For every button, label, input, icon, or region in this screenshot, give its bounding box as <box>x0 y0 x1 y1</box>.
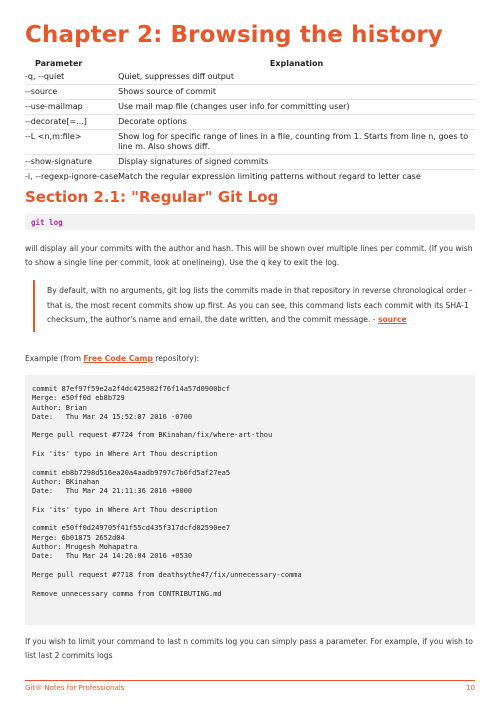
explanation-cell: Use mail map file (changes user info for committing user) <box>118 102 350 111</box>
quote-block <box>33 280 475 332</box>
section-title: Section 2.1: "Regular" Git Log <box>25 188 279 206</box>
param-cell: -q, --quiet <box>25 72 65 81</box>
chapter-title: Chapter 2: Browsing the history <box>25 22 443 48</box>
parameters-table <box>25 58 475 184</box>
explanation-cell: Display signatures of signed commits <box>118 157 269 166</box>
git-log-output-code: commit 87ef97f59e2a2f4dc425982f76f14a57d0900bcf Merge: e50ff0d eb8b729 Author: Brian Date: Thu Mar 24 15:52:07 2016 -0700 Merge pull request #7724 from BKinahan/fix/where-art-thou Fix 'its' typo in Where Art Thou description commit eb8b7298d516ea20a4aadb9797c7b6fd5af27ea5 Author: BKinahan Date: Thu Mar 24 21:11:36 2016 +0000 Fix 'its' typo in Where Art Thou description commit e50ff0d249705f41f55cd435f317dcfd02590ee7 Merge: 6b01875 2652d04 Author: Mrugesh Mohapatra Date: Thu Mar 24 14:26:04 2016 +0530 Merge pull request #7718 from deathsythe47/fix/unnecessary-comma Remove unnecessary comma from CONTRIBUTING.md <box>25 375 475 625</box>
explanation-cell: Show log for specific range of lines in a file, counting from 1. Starts from line n, goes to line m. Also shows diff. <box>118 132 469 151</box>
example-paragraph <box>25 352 475 366</box>
header-parameter: Parameter <box>35 59 83 68</box>
table-row <box>25 170 475 185</box>
footer-book-title: Git® Notes for Professionals <box>25 684 125 692</box>
table-row <box>25 70 475 85</box>
param-cell: --source <box>25 87 58 96</box>
page-number: 10 <box>466 684 475 692</box>
quote-text: By default, with no arguments, git log lists the commits made in that repository in reverse chronological order – that is, the most recent commits show up first. As you can see, this command lists each commit with its SHA-1 checksum, the author's name and email, the date written, and the commit message. - <box>47 286 473 324</box>
table-row <box>25 115 475 130</box>
param-cell: --decorate[=...] <box>25 117 87 126</box>
param-cell: -i, --regexp-ignore-case <box>25 172 119 181</box>
explanation-cell: Decorate options <box>118 117 187 126</box>
param-cell: --use-mailmap <box>25 102 83 111</box>
explanation-cell: Quiet, suppresses diff output <box>118 72 235 81</box>
limit-paragraph: If you wish to limit your command to last n commits log you can simply pass a parameter. For example, if you wish to list last 2 commits logs <box>25 637 473 660</box>
table-row <box>25 100 475 115</box>
example-suffix: repository): <box>152 354 200 363</box>
source-link[interactable]: source <box>377 315 407 324</box>
explanation-cell: Match the regular expression limiting patterns without regard to letter case <box>118 172 421 181</box>
table-row <box>25 155 475 170</box>
git-log-code: git log <box>25 214 475 230</box>
param-cell: --L <n,m:file> <box>25 132 82 141</box>
table-header-row <box>25 58 475 70</box>
footer-divider <box>25 680 475 681</box>
explanation-cell: Shows source of commit <box>118 87 217 96</box>
intro-paragraph: will display all your commits with the author and hash. This will be shown over multiple lines per commit. (If you wish to show a single line per commit, look at onelineing). Use the q key to exit the log. <box>25 244 473 267</box>
table-row <box>25 85 475 100</box>
example-prefix: Example (from <box>25 354 84 363</box>
header-explanation: Explanation <box>269 59 324 68</box>
table-row <box>25 130 475 155</box>
free-code-camp-link[interactable]: Free Code Camp <box>83 354 153 363</box>
param-cell: --show-signature <box>25 157 93 166</box>
